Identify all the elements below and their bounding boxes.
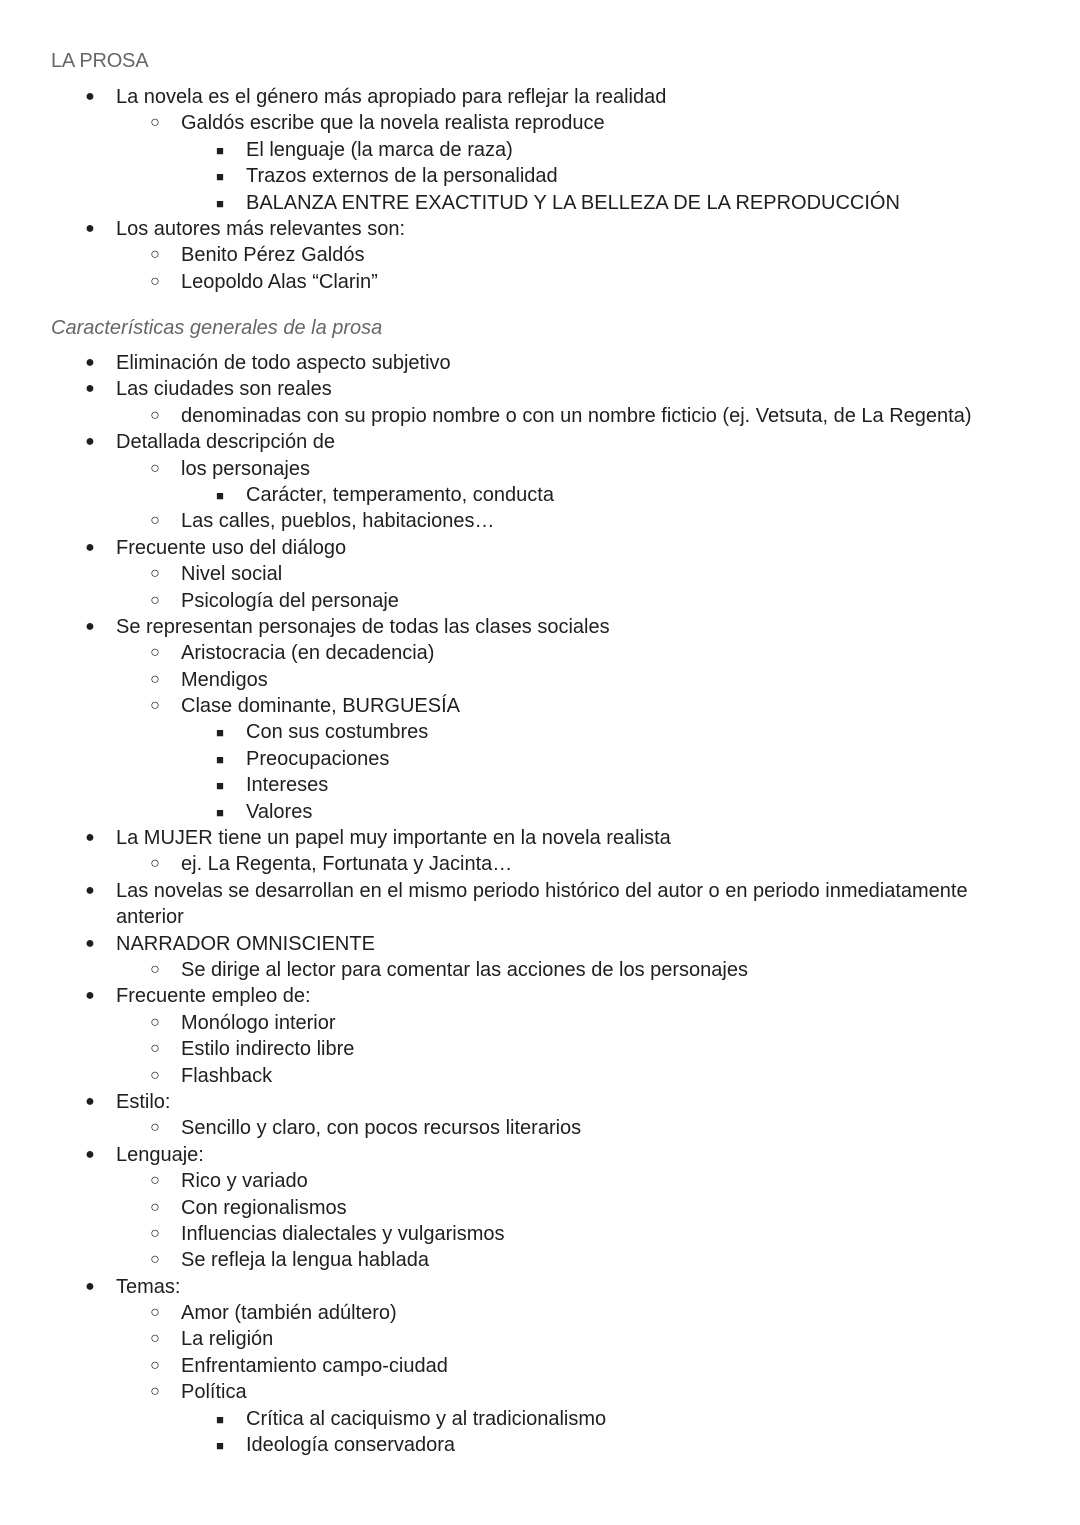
- list-item: [0, 1274, 1080, 1300]
- list-item-text: Benito Pérez Galdós: [181, 244, 365, 267]
- bullet-marker-icon: ■: [216, 778, 224, 794]
- list-item-text: ej. La Regenta, Fortunata y Jacinta…: [181, 853, 513, 876]
- bullet-marker-icon: ○: [150, 591, 160, 609]
- list-item-text: Influencias dialectales y vulgarismos: [181, 1222, 505, 1245]
- bullet-marker-icon: ●: [85, 538, 95, 556]
- section-heading-caracteristicas: Características generales de la prosa: [51, 317, 383, 339]
- list-item-text: Política: [181, 1381, 247, 1404]
- list-item-text: La novela es el género más apropiado para reflejar la realidad: [116, 86, 667, 108]
- list-item: [0, 588, 1080, 614]
- bullet-marker-icon: ○: [150, 1356, 160, 1374]
- list-item-text: Sencillo y claro, con pocos recursos literarios: [181, 1117, 582, 1140]
- list-item: [0, 693, 1080, 719]
- section-heading-la-prosa: LA PROSA: [51, 50, 149, 72]
- bullet-marker-icon: ○: [150, 1304, 160, 1322]
- bullet-marker-icon: ○: [150, 1198, 160, 1216]
- list-item: [0, 482, 1080, 508]
- list-item-text: El lenguaje (la marca de raza): [246, 138, 513, 161]
- list-item-text: Intereses: [246, 774, 329, 797]
- list-item-text: Clase dominante, BURGUESÍA: [181, 695, 461, 718]
- list-item-text: Psicología del personaje: [181, 589, 399, 612]
- bullet-marker-icon: ■: [216, 142, 224, 158]
- list-item: [0, 535, 1080, 561]
- list-item: [0, 1247, 1080, 1273]
- list-item: [0, 1142, 1080, 1168]
- list-item: [0, 983, 1080, 1009]
- list-item-text: La religión: [181, 1328, 274, 1351]
- list-item-text: Aristocracia (en decadencia): [181, 642, 435, 665]
- bullet-marker-icon: ■: [216, 804, 224, 820]
- list-item-text: Eliminación de todo aspecto subjetivo: [116, 352, 451, 374]
- bullet-marker-icon: ●: [85, 987, 95, 1005]
- bullet-marker-icon: ●: [85, 88, 95, 105]
- list-item: [0, 1379, 1080, 1405]
- bullet-marker-icon: ○: [150, 565, 160, 583]
- list-item-text: Amor (también adúltero): [181, 1302, 397, 1325]
- bullet-marker-icon: ○: [150, 670, 160, 688]
- list-item: [0, 1432, 1080, 1458]
- list-item-text: Preocupaciones: [246, 747, 390, 770]
- list-item-text: BALANZA ENTRE EXACTITUD Y LA BELLEZA DE LA REPRODUCCIÓN: [246, 191, 900, 214]
- list-item: [0, 640, 1080, 666]
- list-item-text: Nivel social: [181, 563, 283, 586]
- list-item-text: Crítica al caciquismo y al tradicionalismo: [246, 1407, 607, 1430]
- bullet-marker-icon: ■: [216, 725, 224, 741]
- list-item-text: Temas:: [116, 1275, 181, 1298]
- bullet-marker-icon: ●: [85, 354, 95, 371]
- list-item: [0, 163, 1080, 189]
- list-item-text: Se dirige al lector para comentar las acciones de los personajes: [181, 959, 748, 982]
- bullet-marker-icon: ○: [150, 1013, 160, 1031]
- list-item-text: Trazos externos de la personalidad: [246, 165, 558, 188]
- bullet-marker-icon: ○: [150, 1119, 160, 1137]
- list-item: [0, 376, 1080, 402]
- list-item-text: Las novelas se desarrollan en el mismo periodo histórico del autor o en periodo inmediatamente anterior: [116, 879, 968, 929]
- bullet-marker-icon: ○: [150, 644, 160, 662]
- list-item: [0, 561, 1080, 587]
- bullet-marker-icon: ●: [85, 881, 95, 899]
- bullet-marker-icon: ■: [216, 751, 224, 767]
- bullet-marker-icon: ●: [85, 219, 95, 237]
- bullet-marker-icon: ●: [85, 380, 95, 398]
- list-item-text: Frecuente empleo de:: [116, 985, 311, 1008]
- list-item: [0, 1089, 1080, 1115]
- bullet-marker-icon: ○: [150, 1172, 160, 1190]
- bullet-marker-icon: ■: [216, 169, 224, 185]
- list-item: [0, 1115, 1080, 1141]
- list-item: [0, 1221, 1080, 1247]
- list-item-text: denominadas con su propio nombre o con un nombre ficticio (ej. Vetsuta, de La Regenta): [181, 404, 972, 427]
- list-item: [0, 931, 1080, 957]
- list-item-text: Valores: [246, 800, 313, 823]
- list-item-text: Rico y variado: [181, 1170, 308, 1193]
- list-item-text: Ideología conservadora: [246, 1434, 456, 1457]
- list-item: [0, 1353, 1080, 1379]
- bullet-list-caracteristicas: [0, 350, 1080, 1458]
- list-item: [0, 403, 1080, 429]
- list-item: [0, 110, 1080, 136]
- bullet-marker-icon: ●: [85, 829, 95, 847]
- list-item: [0, 667, 1080, 693]
- list-item-text: Los autores más relevantes son:: [116, 217, 406, 240]
- list-item: [0, 799, 1080, 825]
- bullet-marker-icon: ■: [216, 1438, 224, 1454]
- list-item-text: Mendigos: [181, 668, 268, 691]
- bullet-marker-icon: ●: [85, 1145, 95, 1163]
- list-item-text: Flashback: [181, 1064, 273, 1087]
- list-item-text: NARRADOR OMNISCIENTE: [116, 932, 375, 955]
- list-item: [0, 878, 1080, 931]
- list-item: [0, 1326, 1080, 1352]
- list-item: [0, 1300, 1080, 1326]
- bullet-marker-icon: ○: [150, 459, 160, 477]
- bullet-marker-icon: ●: [85, 617, 95, 635]
- list-item-text: Monólogo interior: [181, 1011, 336, 1034]
- list-item: [0, 1010, 1080, 1036]
- list-item-text: La MUJER tiene un papel muy importante en la novela realista: [116, 827, 671, 850]
- list-item: [0, 772, 1080, 798]
- list-item-text: Lenguaje:: [116, 1143, 204, 1166]
- list-item: [0, 350, 1080, 376]
- list-item-text: Leopoldo Alas “Clarin”: [181, 270, 378, 293]
- list-item: [0, 84, 1080, 110]
- list-item-text: Carácter, temperamento, conducta: [246, 483, 554, 506]
- list-item-text: Estilo:: [116, 1090, 171, 1113]
- list-item-text: Se refleja la lengua hablada: [181, 1249, 429, 1272]
- bullet-marker-icon: ○: [150, 697, 160, 715]
- list-item: [0, 216, 1080, 242]
- list-item: [0, 1195, 1080, 1221]
- list-item-text: Detallada descripción de: [116, 431, 336, 454]
- list-item: [0, 137, 1080, 163]
- bullet-marker-icon: ■: [216, 487, 224, 503]
- bullet-marker-icon: ○: [150, 1383, 160, 1401]
- bullet-marker-icon: ●: [85, 1277, 95, 1295]
- bullet-marker-icon: ●: [85, 433, 95, 451]
- bullet-marker-icon: ○: [150, 1330, 160, 1348]
- list-item: [0, 456, 1080, 482]
- bullet-marker-icon: ■: [216, 195, 224, 211]
- bullet-marker-icon: ○: [150, 1224, 160, 1242]
- list-item: [0, 851, 1080, 877]
- bullet-marker-icon: ○: [150, 961, 160, 979]
- bullet-marker-icon: ○: [150, 1066, 160, 1084]
- list-item: [0, 429, 1080, 455]
- list-item-text: Con sus costumbres: [246, 721, 429, 744]
- bullet-marker-icon: ○: [150, 855, 160, 873]
- bullet-marker-icon: ●: [85, 934, 95, 952]
- list-item: [0, 269, 1080, 295]
- bullet-marker-icon: ○: [150, 246, 160, 264]
- list-item: [0, 190, 1080, 216]
- bullet-list-la-prosa: [0, 84, 1080, 295]
- bullet-marker-icon: ●: [85, 1092, 95, 1110]
- list-item-text: Enfrentamiento campo-ciudad: [181, 1354, 448, 1377]
- list-item: [0, 614, 1080, 640]
- list-item: [0, 719, 1080, 745]
- bullet-marker-icon: ○: [150, 512, 160, 530]
- list-item-text: Las calles, pueblos, habitaciones…: [181, 510, 495, 533]
- list-item: [0, 242, 1080, 268]
- bullet-marker-icon: ○: [150, 1251, 160, 1269]
- list-item-text: Frecuente uso del diálogo: [116, 536, 347, 559]
- bullet-marker-icon: ○: [150, 272, 160, 290]
- list-item: [0, 1406, 1080, 1432]
- bullet-marker-icon: ○: [150, 406, 160, 424]
- list-item: [0, 1168, 1080, 1194]
- list-item: [0, 957, 1080, 983]
- bullet-marker-icon: ○: [150, 1040, 160, 1058]
- list-item: [0, 1036, 1080, 1062]
- list-item: [0, 825, 1080, 851]
- list-item: [0, 1063, 1080, 1089]
- list-item-text: Con regionalismos: [181, 1196, 347, 1219]
- list-item-text: Estilo indirecto libre: [181, 1038, 355, 1061]
- list-item: [0, 508, 1080, 534]
- list-item-text: Las ciudades son reales: [116, 378, 332, 401]
- bullet-marker-icon: ■: [216, 1411, 224, 1427]
- list-item-text: Galdós escribe que la novela realista reproduce: [181, 112, 605, 135]
- list-item-text: los personajes: [181, 457, 310, 480]
- bullet-marker-icon: ○: [150, 114, 160, 132]
- list-item-text: Se representan personajes de todas las clases sociales: [116, 615, 610, 638]
- list-item: [0, 746, 1080, 772]
